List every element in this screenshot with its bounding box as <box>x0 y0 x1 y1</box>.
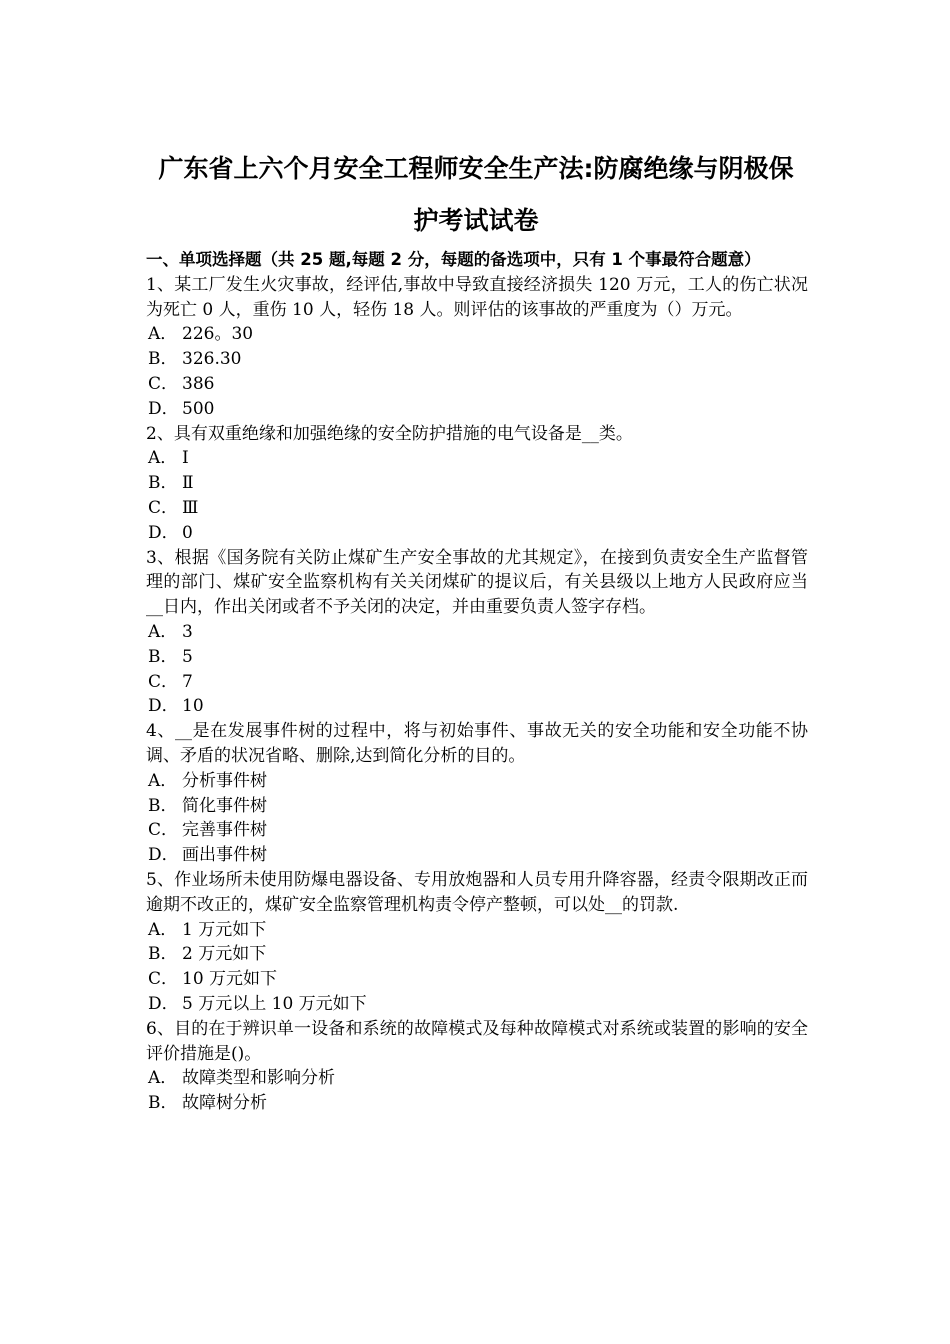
option-text: 分析事件树 <box>182 770 267 791</box>
document-body <box>146 248 808 1116</box>
option-label: D． <box>148 993 179 1014</box>
answer-option <box>146 1066 808 1091</box>
option-text: Ⅲ <box>182 497 199 518</box>
answer-option <box>146 794 808 819</box>
option-label: C． <box>148 820 179 841</box>
option-text: 10 万元如下 <box>182 969 278 990</box>
option-text: 5 <box>182 646 193 667</box>
answer-option <box>146 322 808 347</box>
option-text: 10 <box>182 696 204 717</box>
option-label: B． <box>148 1093 178 1114</box>
answer-option <box>146 967 808 992</box>
option-text: Ⅱ <box>182 473 194 494</box>
option-label: B． <box>148 944 178 965</box>
option-text: 1 万元如下 <box>182 919 267 940</box>
option-label: A． <box>148 448 178 469</box>
option-label: B． <box>148 646 178 667</box>
answer-option <box>146 992 808 1017</box>
option-text: Ⅰ <box>182 448 189 469</box>
option-label: A． <box>148 919 178 940</box>
answer-option <box>146 918 808 943</box>
option-text: 画出事件树 <box>182 845 267 866</box>
answer-option <box>146 521 808 546</box>
answer-option <box>146 843 808 868</box>
option-label: C． <box>148 671 179 692</box>
question-text: 5、作业场所未使用防爆电器设备、专用放炮器和人员专用升降容器，经责令限期改正而逾期不改正的，煤矿安全监察管理机构责令停产整顿，可以处__的罚款. <box>146 869 808 915</box>
option-text: 故障树分析 <box>182 1093 267 1114</box>
title-line-1: 广东省上六个月安全工程师安全生产法:防腐绝缘与阴极保 <box>158 154 794 183</box>
answer-option <box>146 694 808 719</box>
question-text: 2、具有双重绝缘和加强绝缘的安全防护措施的电气设备是__类。 <box>146 423 633 444</box>
option-label: A． <box>148 770 178 791</box>
answer-option <box>146 496 808 521</box>
option-text: 500 <box>182 398 215 419</box>
answer-option <box>146 397 808 422</box>
option-text: 386 <box>182 373 215 394</box>
option-text: 故障类型和影响分析 <box>182 1068 335 1089</box>
option-label: C． <box>148 373 179 394</box>
option-text: 3 <box>182 621 193 642</box>
question-text: 1、某工厂发生火灾事故，经评估,事故中导致直接经济损失 120 万元，工人的伤亡状况为死亡 0 人，重伤 10 人，轻伤 18 人。则评估的该事故的严重度为（）万元。 <box>146 274 808 320</box>
option-label: C． <box>148 969 179 990</box>
option-label: C． <box>148 497 179 518</box>
answer-option <box>146 942 808 967</box>
question-text: 6、目的在于辨识单一设备和系统的故障模式及每种故障模式对系统或装置的影响的安全评价措施是()。 <box>146 1018 808 1064</box>
answer-option <box>146 471 808 496</box>
option-text: 0 <box>182 522 193 543</box>
option-text: 简化事件树 <box>182 795 267 816</box>
answer-option <box>146 769 808 794</box>
option-label: B． <box>148 795 178 816</box>
option-text: 完善事件树 <box>182 820 267 841</box>
option-label: D． <box>148 696 179 717</box>
title-line-2: 护考试试卷 <box>413 206 539 235</box>
option-text: 226。30 <box>182 324 254 345</box>
option-label: A． <box>148 621 178 642</box>
option-label: B． <box>148 473 178 494</box>
answer-option <box>146 372 808 397</box>
option-label: B． <box>148 349 178 370</box>
option-label: A． <box>148 1068 178 1089</box>
option-text: 5 万元以上 10 万元如下 <box>182 993 367 1014</box>
question-text: 4、__是在发展事件树的过程中，将与初始事件、事故无关的安全功能和安全功能不协调、矛盾的状况省略、删除,达到简化分析的目的。 <box>146 721 808 766</box>
option-label: A． <box>148 324 178 345</box>
document-title <box>146 143 806 247</box>
option-label: D． <box>148 398 179 419</box>
answer-option <box>146 818 808 843</box>
question-list <box>146 273 808 1116</box>
answer-option <box>146 645 808 670</box>
section-heading: 一、单项选择题（共 25 题,每题 2 分，每题的备选项中，只有 1 个事最符合题意） <box>146 250 761 269</box>
answer-option <box>146 620 808 645</box>
answer-option <box>146 670 808 695</box>
option-text: 2 万元如下 <box>182 944 267 965</box>
answer-option <box>146 1091 808 1116</box>
answer-option <box>146 347 808 372</box>
answer-option <box>146 446 808 471</box>
question-text: 3、根据《国务院有关防止煤矿生产安全事故的尤其规定》，在接到负责安全生产监督管理的部门、煤矿安全监察机构有关关闭煤矿的提议后，有关县级以上地方人民政府应当__日内，作出关闭或者不予关闭的决定，并由重要负责人签字存档。 <box>146 547 808 618</box>
option-label: D． <box>148 845 179 866</box>
option-text: 7 <box>182 671 193 692</box>
option-text: 326.30 <box>182 349 242 370</box>
option-label: D． <box>148 522 179 543</box>
